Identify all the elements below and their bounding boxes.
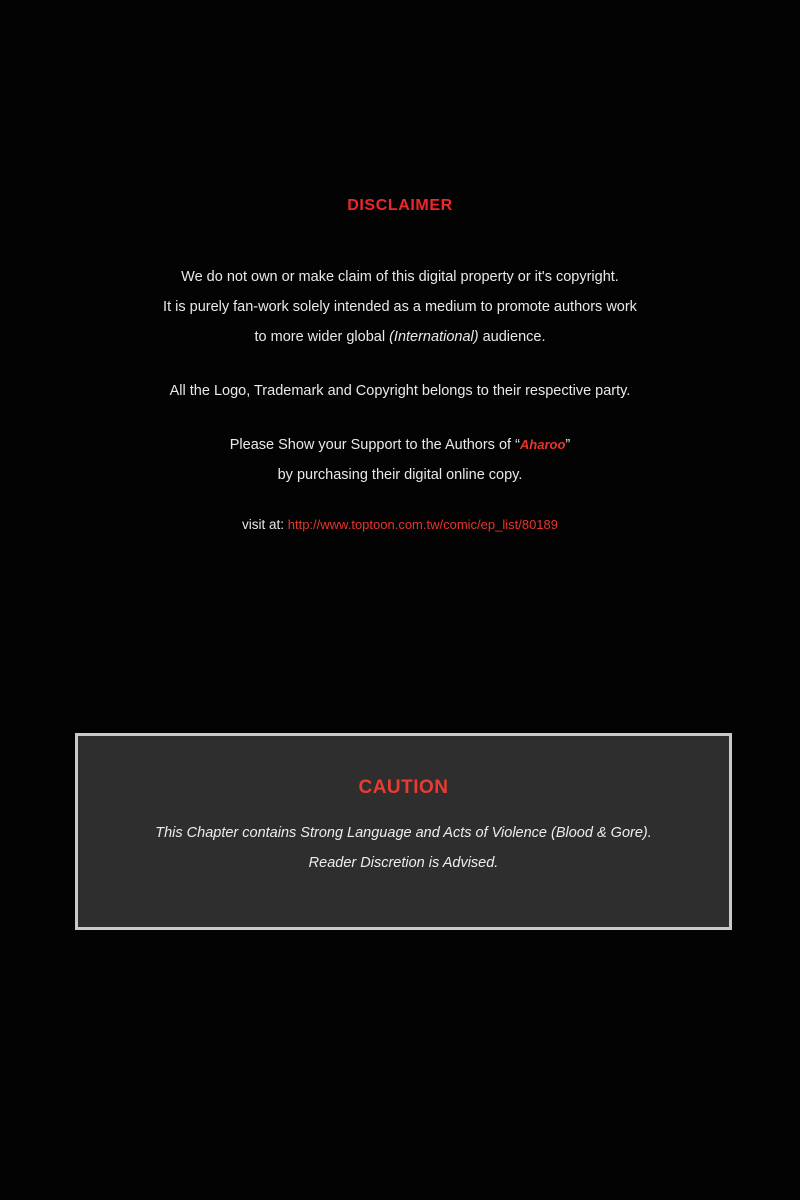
caution-title: CAUTION [358, 777, 449, 798]
disclaimer-paragraph-support [0, 430, 800, 490]
caution-box [75, 733, 732, 930]
caution-line-2: Reader Discretion is Advised. [308, 855, 499, 871]
disclaimer-paragraph-ownership [0, 262, 800, 352]
support-line-1 [0, 430, 800, 460]
series-title: Aharoo [519, 437, 566, 452]
disclaimer-line-3-pre: to more wider global [254, 329, 390, 345]
caution-line-1: This Chapter contains Strong Language and Acts of Violence (Blood & Gore). [155, 825, 652, 841]
support-prefix: Please Show your Support to the Authors of “ [229, 437, 520, 453]
disclaimer-line-4: All the Logo, Trademark and Copyright belongs to their respective party. [169, 383, 631, 399]
visit-label: visit at: [241, 517, 288, 532]
visit-line [0, 512, 800, 538]
disclaimer-line-3 [0, 322, 800, 352]
official-source-link[interactable]: http://www.toptoon.com.tw/comic/ep_list/80189 [287, 517, 558, 532]
disclaimer-line-3-italic: (International) [389, 329, 479, 345]
support-line-2: by purchasing their digital online copy. [277, 467, 523, 483]
disclaimer-section [0, 196, 800, 538]
disclaimer-line-2: It is purely fan-work solely intended as a medium to promote authors work [163, 299, 637, 315]
support-suffix: ” [565, 437, 571, 453]
disclaimer-line-1: We do not own or make claim of this digital property or it's copyright. [181, 269, 619, 285]
disclaimer-title: DISCLAIMER [347, 197, 453, 214]
disclaimer-line-3-post: audience. [478, 329, 546, 345]
disclaimer-paragraph-trademark [0, 376, 800, 406]
